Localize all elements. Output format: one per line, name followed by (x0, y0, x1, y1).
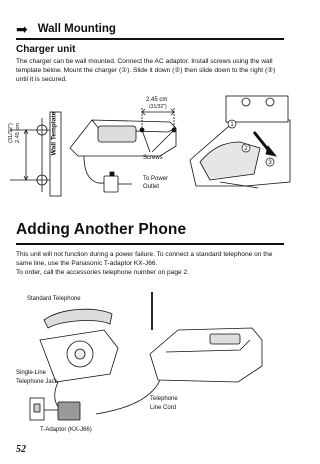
step-1-label: 1 (230, 122, 234, 128)
standard-telephone-label: Standard Telephone (27, 296, 81, 302)
heading-rule (16, 243, 284, 245)
adding-heading: Adding Another Phone (16, 221, 187, 238)
jack-label-2: Telephone Jack (16, 379, 58, 385)
outlet-label-1: To Power (143, 176, 169, 182)
step-3-label: 3 (268, 160, 272, 166)
adding-line-1: This unit will not function during a power failure. To connect a standard telephone on the same line, use the Panasonic T-adaptor KX-J66. (16, 251, 273, 268)
jack-label-1: Single-Line (16, 370, 47, 376)
horizontal-dimension: 2.45 cm (146, 97, 168, 103)
base-unit-drawing (150, 292, 262, 382)
step-2-label: 2 (244, 146, 248, 152)
adaptor-label: T-Adaptor (KX-J66) (40, 427, 92, 433)
adding-instructions (16, 250, 284, 278)
page-number: 52 (16, 444, 26, 455)
section-title: Wall Mounting (37, 23, 116, 35)
t-adaptor-figure (0, 290, 300, 440)
outlet-label-2: Outlet (143, 184, 160, 190)
header-rule (16, 38, 284, 40)
charger-mounted-drawing (190, 96, 290, 188)
charger-heading: Charger unit (16, 44, 76, 55)
screws-label: Screws (143, 155, 163, 161)
right-arrow-icon: ➡ (16, 21, 28, 37)
charger-instructions: The charger can be wall mounted. Connect the AC adaptor. Install screws using the wall template below. Mount the charger (①). Slide it down (②) then slide down to the right (③) until it is secured. (16, 58, 276, 84)
horizontal-dimension-inch: (31/32") (149, 104, 167, 110)
cord-label-1: Telephone (150, 396, 178, 402)
section-header (16, 22, 116, 36)
cord-label-2: Line Cord (150, 405, 177, 411)
adding-line-2: To order, call the accessories telephone number on page 2. (16, 269, 190, 277)
standard-telephone-drawing (40, 309, 118, 382)
